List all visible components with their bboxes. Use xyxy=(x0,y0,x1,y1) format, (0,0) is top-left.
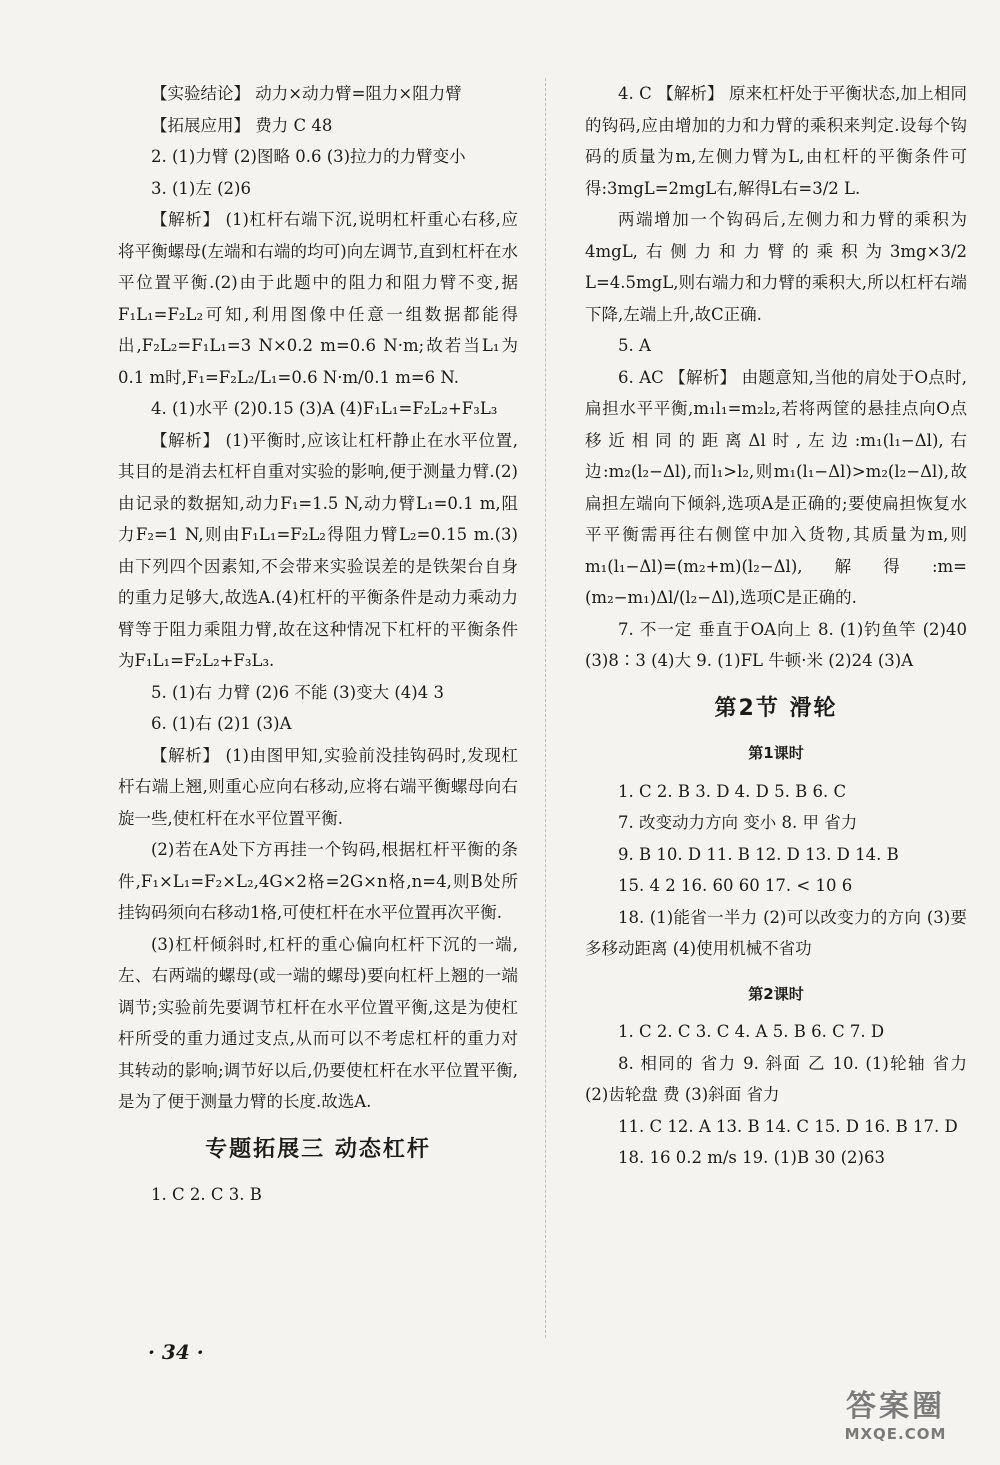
analysis-3: 【解析】 (1)杠杆右端下沉,说明杠杆重心右移,应将平衡螺母(左端和右端的均可)向左调节,直到杠杆在水平位置平衡.(2)由于此题中的阻力和阻力臂不变,据F₁L₁=F₂L₂可知,利用图像中任意一组数据都能得出,F₂L₂=F₁L₁=3 N×0.2 m=0.6 N·m;故若当L₁为0.1 m时,F₁=F₂L₂/L₁=0.6 N·m/0.1 m=6 N. xyxy=(118,210,518,387)
analysis-6-part3: (3)杠杆倾斜时,杠杆的重心偏向杠杆下沉的一端,左、右两端的螺母(或一端的螺母)要向杠杆上翘的一端调节;实验前先要调节杠杆在水平位置平衡,这是为使杠杆所受的重力通过支点,从而可以不考虑杠杆的重力对其转动的影响;调节好以后,仍要使杠杆在水平位置平衡,是为了便于测量力臂的长度.故选A. xyxy=(118,934,518,1111)
column-divider xyxy=(545,78,546,1338)
answer-6-analysis: 6. AC 【解析】 由题意知,当他的肩处于O点时,扁担水平平衡,m₁l₁=m₂l₂,若将两筐的悬挂点向O点移近相同的距离Δl时,左边:m₁(l₁−Δl),右边:m₂(l₂−Δl),而l₁>l₂,则m₁(l₁−Δl)>m₂(l₂−Δl),故扁担左端向下倾斜,选项A是正确的;要使扁担恢复水平平衡需再往右侧筐中加入货物,其质量为m,则m₁(l₁−Δl)=(m₂+m)(l₂−Δl),解得:m=(m₂−m₁)Δl/(l₂−Δl),选项C是正确的. xyxy=(585,367,967,607)
analysis-4: 【解析】 (1)平衡时,应该让杠杆静止在水平位置,其目的是消去杠杆自重对实验的影响,便于测量力臂.(2)由记录的数据知,动力F₁=1.5 N,动力臂L₁=0.1 m,阻力F₂=1 N,则由F₁L₁=F₂L₂得阻力臂L₂=0.15 m.(3)由下列四个因素知,不会带来实验误差的是铁架台自身的重力足够大,故选A.(4)杠杆的平衡条件是动力乘动力臂等于阻力乘阻力臂,故在这种情况下杠杆的平衡条件为F₁L₁=F₂L₂+F₃L₃. xyxy=(118,430,518,670)
answers-1-3: 1. C 2. C 3. B xyxy=(151,1185,262,1204)
analysis-6-part2: (2)若在A处下方再挂一个钩码,根据杠杆平衡的条件,F₁×L₁=F₂×L₂,4G×2格=2G×n格,n=4,则B处所挂钩码须向右移动1格,可使杠杆在水平位置再次平衡. xyxy=(118,840,518,922)
lesson1-answers-15-17: 15. 4 2 16. 60 60 17. < 10 6 xyxy=(618,876,853,895)
answer-4-analysis-cont: 两端增加一个钩码后,左侧力和力臂的乘积为4mgL,右侧力和力臂的乘积为3mg×3/2 L=4.5mgL,则右端力和力臂的乘积大,所以杠杆右端下降,左端上升,故C正确. xyxy=(585,210,967,324)
answer-5: 5. A xyxy=(618,336,651,355)
lesson2-answers-8-10: 8. 相同的 省力 9. 斜面 乙 10. (1)轮轴 省力 (2)齿轮盘 费 (3)斜面 省力 xyxy=(585,1053,967,1104)
answers-7-9: 7. 不一定 垂直于OA向上 8. (1)钓鱼竿 (2)40 (3)8∶3 (4)大 9. (1)FL 牛顿·米 (2)24 (3)A xyxy=(585,619,967,670)
answer-3: 3. (1)左 (2)6 xyxy=(151,178,251,198)
lesson2-answers-1-7: 1. C 2. C 3. C 4. A 5. B 6. C 7. D xyxy=(618,1022,885,1041)
lesson1-answers-9-14: 9. B 10. D 11. B 12. D 13. D 14. B xyxy=(618,844,899,864)
lesson2-answers-18-19: 18. 16 0.2 m/s 19. (1)B 30 (2)63 xyxy=(618,1148,885,1167)
lesson-1-title: 第1课时 xyxy=(748,744,804,762)
watermark-text: 答案圈 xyxy=(846,1389,945,1424)
section-title-dynamic-lever: 专题拓展三 动态杠杆 xyxy=(205,1136,431,1162)
answer-5: 5. (1)右 力臂 (2)6 不能 (3)变大 (4)4 3 xyxy=(151,682,444,702)
left-column xyxy=(118,78,518,1211)
extension-application: 【拓展应用】 费力 C 48 xyxy=(151,115,333,135)
answer-4: 4. (1)水平 (2)0.15 (3)A (4)F₁L₁=F₂L₂+F₃L₃ xyxy=(151,399,498,418)
answer-2: 2. (1)力臂 (2)图略 0.6 (3)拉力的力臂变小 xyxy=(151,147,466,166)
answer-6: 6. (1)右 (2)1 (3)A xyxy=(151,714,292,733)
lesson1-answers-7-8: 7. 改变动力方向 变小 8. 甲 省力 xyxy=(618,813,858,832)
lesson-2-title: 第2课时 xyxy=(748,984,804,1003)
page-number: · 34 · xyxy=(148,1340,204,1364)
lesson2-answers-11-17: 11. C 12. A 13. B 14. C 15. D 16. B 17. D xyxy=(618,1116,958,1136)
section-title-pulley: 第2节 滑轮 xyxy=(714,695,838,721)
experiment-conclusion: 【实验结论】 动力×动力臂=阻力×阻力臂 xyxy=(151,84,462,103)
watermark-url: MXQE.COM xyxy=(844,1425,947,1443)
right-column xyxy=(585,78,967,1174)
lesson1-answer-18: 18. (1)能省一半力 (2)可以改变力的方向 (3)要多移动距离 (4)使用机械不省功 xyxy=(585,907,967,958)
watermark-logo xyxy=(813,1381,978,1451)
analysis-6-part1: 【解析】 (1)由图甲知,实验前没挂钩码时,发现杠杆右端上翘,则重心应向右移动,应将右端平衡螺母向右旋一些,使杠杆在水平位置平衡. xyxy=(118,745,518,828)
lesson1-answers-1-6: 1. C 2. B 3. D 4. D 5. B 6. C xyxy=(618,781,847,801)
answer-4-analysis: 4. C 【解析】 原来杠杆处于平衡状态,加上相同的钩码,应由增加的力和力臂的乘积来判定.设每个钩码的质量为m,左侧力臂为L,由杠杆的平衡条件可得:3mgL=2mgL右,解得L右=3/2 L. xyxy=(585,84,967,198)
